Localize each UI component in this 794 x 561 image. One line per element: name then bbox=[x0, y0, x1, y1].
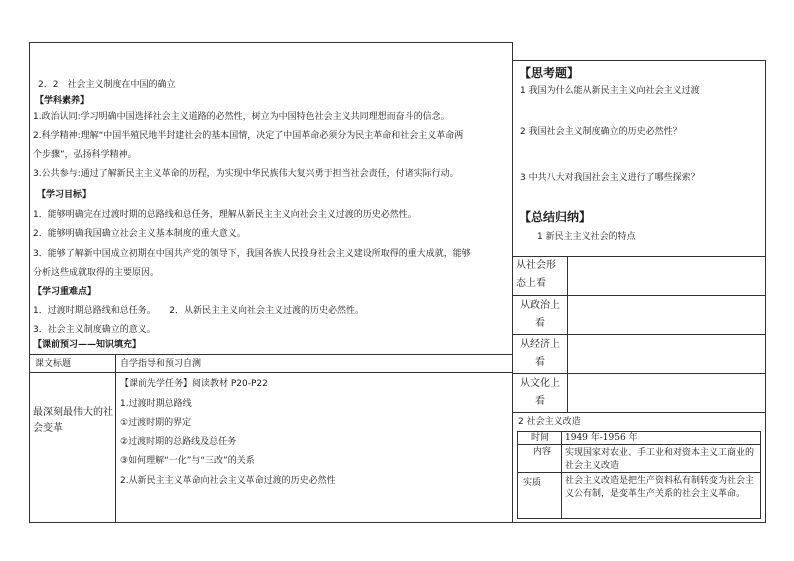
views-top-line bbox=[512, 256, 766, 257]
table-topic: 最深刻最伟大的社会变革 bbox=[33, 407, 113, 434]
goal-line-3: 3．能够了解新中国成立初期在中国共产党的领导下，我国各族人民投身社会主义建设所取得的重大成就，能够 bbox=[33, 249, 471, 259]
view-politics-a: 从政治上 bbox=[520, 300, 560, 311]
reform-right-line bbox=[760, 431, 761, 519]
literacy-line-1: 1.政治认同:学习明确中国选择社会主义道路的必然性，树立为中国特色社会主义共同理想而奋斗的信念。 bbox=[33, 112, 450, 122]
literacy-line-4: 3.公共参与:通过了解新民主主义革命的历程，为实现中华民族伟大复兴勇于担当社会责任，付诸实际行动。 bbox=[33, 169, 459, 179]
reform-bottom-line bbox=[517, 518, 761, 519]
literacy-line-2: 2.科学精神:理解“中国半殖民地半封建社会的基本国情，决定了中国革命必须分为民主革命和社会主义革命两 bbox=[33, 131, 464, 141]
goal-line-1: 1．能够明确完在过渡时期的总路线和总任务，理解从新民主主义向社会主义过渡的历史必然性。 bbox=[33, 210, 417, 220]
table-col-divider bbox=[115, 354, 116, 522]
right-bottom-border bbox=[512, 522, 766, 523]
view-social-b: 态上看 bbox=[516, 278, 546, 289]
summary-title: 【总结归纳】 bbox=[519, 210, 592, 224]
table-header-guide: 自学指导和预习自测 bbox=[120, 359, 202, 369]
summary-item: 1 新民主主义社会的特点 bbox=[537, 232, 636, 242]
views-line-2 bbox=[512, 334, 766, 335]
literacy-line-3: 个步骤”，弘扬科学精神。 bbox=[33, 150, 137, 160]
goal-line-4: 分析这些成就取得的主要原因。 bbox=[33, 268, 160, 278]
question-3: 3 中共八大对我国社会主义进行了哪些探索？ bbox=[520, 173, 700, 183]
left-top-border bbox=[29, 42, 512, 43]
keypoint-line-1: 1．过渡时期总路线和总任务。 2．从新民主主义向社会主义过渡的历史必然性。 bbox=[33, 306, 364, 316]
center-border bbox=[512, 42, 513, 523]
view-economy-b: 看 bbox=[535, 357, 545, 368]
reform-essence-label: 实质 bbox=[523, 478, 542, 488]
reform-content-label: 内容 bbox=[533, 447, 552, 457]
view-culture-a: 从文化上 bbox=[520, 378, 560, 389]
table-top-line bbox=[29, 354, 512, 355]
reform-top-line bbox=[517, 431, 761, 432]
reform-essence-value: 社会主义改造是把生产资料私有制转变为社会主义公有制，是变革生产关系的社会主义革命。 bbox=[565, 476, 755, 499]
table-item-4: ③如何理解“一化”与“三改”的关系 bbox=[120, 456, 255, 466]
table-item-3: ②过渡时期的总路线及总任务 bbox=[120, 437, 237, 447]
reform-title: 2 社会主义改造 bbox=[518, 417, 581, 427]
reform-left-line bbox=[517, 431, 518, 519]
literacy-title: 【学科素养】 bbox=[35, 96, 90, 106]
think-title: 【思考题】 bbox=[519, 66, 580, 80]
goal-line-2: 2．能够明确我国确立社会主义基本制度的重大意义。 bbox=[33, 229, 246, 239]
view-politics-b: 看 bbox=[535, 318, 545, 329]
table-item-5: 2.从新民主主义革命向社会主义革命过渡的历史必然性 bbox=[120, 476, 336, 486]
left-bottom-border bbox=[29, 522, 512, 523]
reform-content-value: 实现国家对农业、手工业和对资本主义工商业的社会主义改造 bbox=[565, 448, 755, 471]
reform-col-divider bbox=[561, 431, 562, 519]
reform-time-value: 1949 年-1956 年 bbox=[565, 433, 638, 443]
preview-title: 【课前预习——知识填充】 bbox=[33, 340, 142, 350]
reform-time-label: 时间 bbox=[531, 433, 550, 443]
goals-title: 【学习目标】 bbox=[37, 190, 92, 200]
lesson-heading: 2．2 社会主义制度在中国的确立 bbox=[38, 80, 176, 90]
keypoints-title: 【学习重难点】 bbox=[33, 287, 97, 297]
view-economy-a: 从经济上 bbox=[520, 339, 560, 350]
table-item-1: 1.过渡时期总路线 bbox=[120, 399, 192, 409]
question-1: 1 我国为什么能从新民主主义向社会主义过渡 bbox=[520, 86, 700, 96]
question-2: 2 我国社会主义制度确立的历史必然性？ bbox=[520, 127, 682, 137]
right-outer-border bbox=[765, 60, 766, 523]
views-line-3 bbox=[512, 373, 766, 374]
keypoint-line-2: 3．社会主义制度确立的意义。 bbox=[33, 325, 156, 335]
right-top-border bbox=[512, 60, 766, 61]
reform-line-1 bbox=[517, 444, 761, 445]
table-item-2: ①过渡时期的界定 bbox=[120, 418, 192, 428]
table-header-line bbox=[29, 372, 512, 373]
view-culture-b: 看 bbox=[535, 396, 545, 407]
views-bottom-line bbox=[512, 412, 766, 413]
views-line-1 bbox=[512, 295, 766, 296]
table-task: 【课前先学任务】阅读教材 P20-P22 bbox=[120, 379, 268, 389]
left-outer-border bbox=[29, 42, 30, 523]
table-header-title: 课文标题 bbox=[35, 359, 72, 369]
view-social-a: 从社会形 bbox=[516, 260, 556, 271]
